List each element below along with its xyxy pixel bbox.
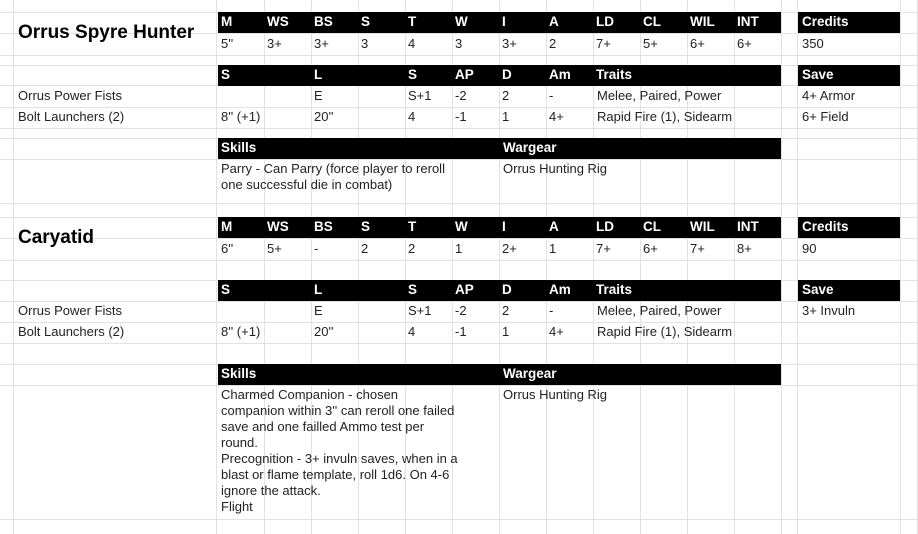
stat-header-wil: WIL [690,14,715,29]
weapon-header-am: Am [549,67,571,82]
weapon-damage[interactable]: 1 [502,324,510,339]
weapon-header-s: S [408,67,418,82]
stat-value-wil[interactable]: 7+ [690,241,705,256]
weapon-header-s: S [221,67,231,82]
weapon-header-ap: AP [455,67,474,82]
weapon-traits[interactable]: Melee, Paired, Power [597,88,722,103]
credits-value[interactable]: 90 [802,241,817,256]
skills-line: blast or flame template, roll 1d6. On 4-6 [221,467,450,482]
stat-header-ws: WS [267,14,289,29]
stat-header-a: A [549,219,559,234]
skills-line: Parry - Can Parry (force player to reroll [221,161,445,176]
stat-header-bs: BS [314,14,333,29]
weapon-name[interactable]: Bolt Launchers (2) [18,109,125,124]
weapon-ap[interactable]: -1 [455,324,467,339]
skills-line: one successful die in combat) [221,177,393,192]
weapon-strength[interactable]: 4 [408,324,416,339]
stat-value-bs[interactable]: 3+ [314,36,329,51]
weapon-ap[interactable]: -1 [455,109,467,124]
stat-header-i: I [502,219,506,234]
save-value[interactable]: 4+ Armor [802,88,856,103]
weapon-name[interactable]: Bolt Launchers (2) [18,324,125,339]
skills-line: Flight [221,499,253,514]
save-header: Save [802,282,834,297]
skills-header-bar [218,138,781,159]
stat-value-ws[interactable]: 3+ [267,36,282,51]
stat-header-cl: CL [643,219,661,234]
save-value[interactable]: 6+ Field [802,109,849,124]
save-header: Save [802,67,834,82]
weapon-header-l: L [314,282,323,297]
weapon-damage[interactable]: 2 [502,88,510,103]
stat-value-s[interactable]: 2 [361,241,369,256]
weapon-header-s: S [408,282,418,297]
skills-line: Precognition - 3+ invuln saves, when in a [221,451,458,466]
stat-value-t[interactable]: 4 [408,36,416,51]
stat-value-w[interactable]: 3 [455,36,463,51]
stat-value-bs[interactable]: - [314,241,319,256]
credits-header: Credits [802,14,849,29]
skills-header: Skills [221,366,257,381]
skills-text[interactable] [221,387,458,515]
stat-header-i: I [502,14,506,29]
weapon-traits[interactable]: Rapid Fire (1), Sidearm [597,109,733,124]
stat-header-ws: WS [267,219,289,234]
weapon-long-range[interactable]: E [314,88,323,103]
stat-header-m: M [221,219,233,234]
stat-header-bs: BS [314,219,333,234]
skills-line: save and one failled Ammo test per [221,419,425,434]
weapon-header-traits: Traits [596,67,633,82]
weapon-long-range[interactable]: 20'' [314,109,334,124]
skills-line: ignore the attack. [221,483,321,498]
stat-value-i[interactable]: 2+ [502,241,517,256]
skills-line: round. [221,435,258,450]
weapon-short-range[interactable]: 8'' (+1) [221,109,261,124]
stat-header-w: W [455,14,468,29]
weapon-header-traits: Traits [596,282,633,297]
weapon-header-s: S [221,282,231,297]
stat-value-int[interactable]: 6+ [737,36,752,51]
weapon-traits[interactable]: Rapid Fire (1), Sidearm [597,324,733,339]
stat-header-t: T [408,14,417,29]
stat-header-int: INT [737,219,759,234]
weapon-header-ap: AP [455,282,474,297]
skills-header-bar [218,364,781,385]
skills-line: Charmed Companion - chosen [221,387,399,402]
stat-header-ld: LD [596,219,614,234]
stat-value-t[interactable]: 2 [408,241,416,256]
stat-header-s: S [361,219,371,234]
credits-header: Credits [802,219,849,234]
model-name[interactable]: Caryatid [18,227,95,248]
stat-value-int[interactable]: 8+ [737,241,752,256]
wargear-value[interactable]: Orrus Hunting Rig [503,161,608,176]
skills-text[interactable] [221,161,445,193]
stat-value-s[interactable]: 3 [361,36,369,51]
stat-header-cl: CL [643,14,661,29]
stat-header-m: M [221,14,233,29]
weapon-header-d: D [502,67,512,82]
weapon-ammo[interactable]: 4+ [549,324,564,339]
weapon-damage[interactable]: 2 [502,303,510,318]
stat-header-s: S [361,14,371,29]
stat-value-ld[interactable]: 7+ [596,241,611,256]
weapon-ammo[interactable]: - [549,88,554,103]
stat-value-ws[interactable]: 5+ [267,241,282,256]
skills-line: companion within 3'' can reroll one failed [221,403,455,418]
skills-header: Skills [221,140,257,155]
weapon-header-d: D [502,282,512,297]
weapon-damage[interactable]: 1 [502,109,510,124]
weapon-long-range[interactable]: 20'' [314,324,334,339]
weapon-ap[interactable]: -2 [455,88,467,103]
stat-header-t: T [408,219,417,234]
wargear-header: Wargear [503,366,557,381]
stat-value-w[interactable]: 1 [455,241,463,256]
weapon-ammo[interactable]: - [549,303,554,318]
stat-value-ld[interactable]: 7+ [596,36,611,51]
stat-header-int: INT [737,14,759,29]
weapon-name[interactable]: Orrus Power Fists [18,88,123,103]
weapon-strength[interactable]: S+1 [408,88,432,103]
wargear-header: Wargear [503,140,557,155]
stat-value-wil[interactable]: 6+ [690,36,705,51]
weapon-name[interactable]: Orrus Power Fists [18,303,123,318]
stat-header-w: W [455,219,468,234]
weapon-ap[interactable]: -2 [455,303,467,318]
stat-value-m[interactable]: 5'' [221,36,234,51]
stat-value-a[interactable]: 1 [549,241,557,256]
stat-value-a[interactable]: 2 [549,36,557,51]
weapon-header-bar [218,280,781,301]
credits-value[interactable]: 350 [802,36,824,51]
stat-header-a: A [549,14,559,29]
weapon-header-l: L [314,67,323,82]
weapon-strength[interactable]: 4 [408,109,416,124]
stat-value-cl[interactable]: 5+ [643,36,658,51]
model-name[interactable]: Orrus Spyre Hunter [18,22,195,43]
weapon-long-range[interactable]: E [314,303,323,318]
stat-header-ld: LD [596,14,614,29]
weapon-short-range[interactable]: 8'' (+1) [221,324,261,339]
save-value[interactable]: 3+ Invuln [802,303,856,318]
stat-value-m[interactable]: 6'' [221,241,234,256]
weapon-ammo[interactable]: 4+ [549,109,564,124]
wargear-value[interactable]: Orrus Hunting Rig [503,387,608,402]
stat-value-cl[interactable]: 6+ [643,241,658,256]
stat-value-i[interactable]: 3+ [502,36,517,51]
weapon-strength[interactable]: S+1 [408,303,432,318]
weapon-traits[interactable]: Melee, Paired, Power [597,303,722,318]
weapon-header-bar [218,65,781,86]
weapon-header-am: Am [549,282,571,297]
stat-header-wil: WIL [690,219,715,234]
